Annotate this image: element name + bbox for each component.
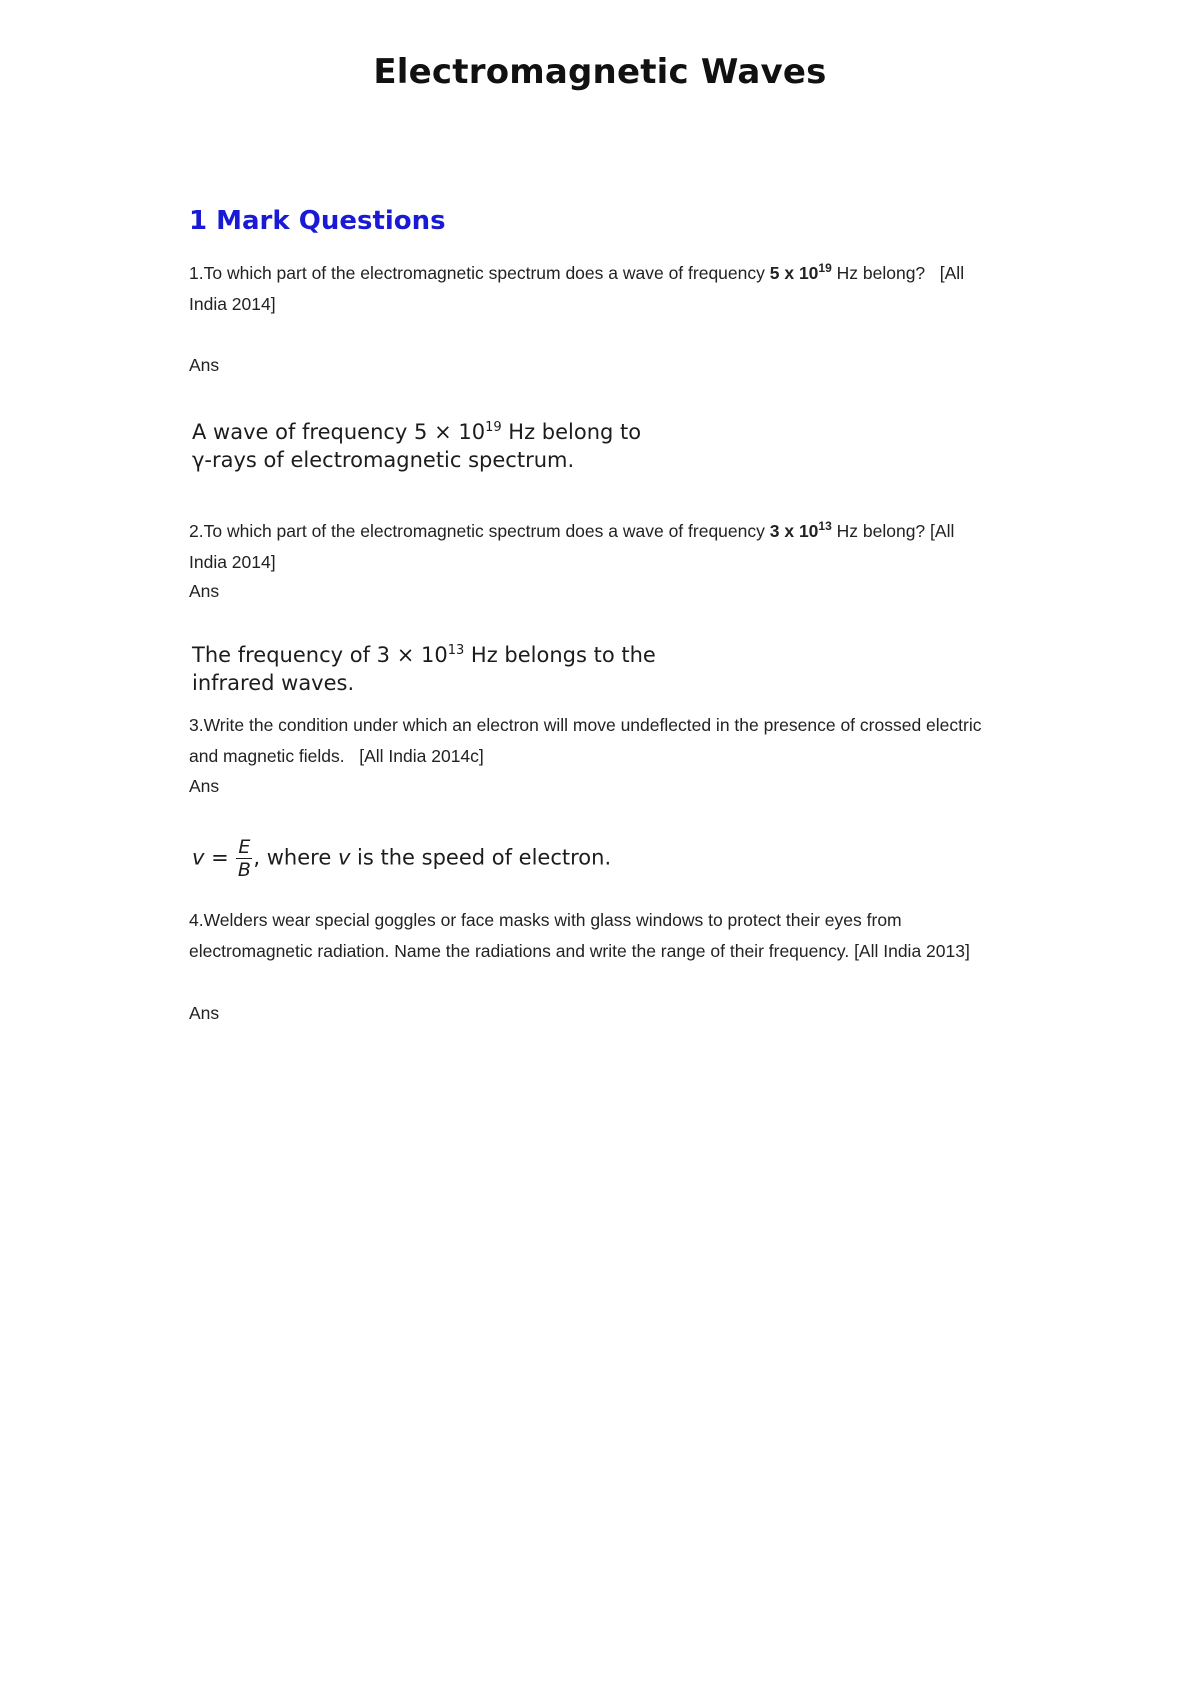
question-text: Write the condition under which an electron will move undeflected in the presence of crossed electric and magnetic fields. [189,715,982,766]
question-number: 4. [189,910,204,930]
question-text-end: Hz belong? [831,263,926,283]
question-1 [189,258,989,319]
frequency-exponent: 19 [818,261,832,276]
fraction-denominator: B [237,859,251,881]
document-title: Electromagnetic Waves [373,52,827,92]
answer-text: The frequency of 3 × 10 [192,643,448,667]
answer-line-1 [192,641,812,669]
question-text: To which part of the electromagnetic spectrum does a wave of frequency [203,263,770,283]
answer-line-2: γ-rays of electromagnetic spectrum. [192,448,575,472]
answer-label-2: Ans [189,581,220,601]
answer-label-3: Ans [189,776,220,796]
answer-variable: v [337,845,351,870]
question-source: [All India 2014] [189,521,955,572]
answer-exponent: 13 [447,643,465,658]
question-number: 2. [189,521,204,541]
frequency-exponent: 13 [818,519,832,534]
fraction [236,836,252,881]
answer-2 [192,641,812,697]
frequency-value: 5 x 10 [769,263,819,283]
question-source: [All India 2014] [189,263,965,314]
question-2 [189,516,989,577]
answer-label-4: Ans [189,1003,220,1023]
question-text: Welders wear special goggles or face masks with glass windows to protect their eyes from electromagnetic radiation. Name the radiations and write the range of their frequency. [189,910,902,961]
question-number: 3. [189,715,204,735]
answer-line-1 [192,418,812,446]
answer-text-end: is the speed of electron. [350,845,612,870]
answer-text: , where [253,845,338,870]
question-source: [All India 2014c] [359,745,484,766]
answer-label-1: Ans [189,355,220,375]
section-heading: 1 Mark Questions [189,206,446,236]
formula-lhs: v = [192,845,229,870]
question-4 [189,905,989,966]
answer-text-end: Hz belongs to the [464,643,656,667]
question-number: 1. [189,263,204,283]
answer-text: A wave of frequency 5 × 10 [192,420,486,444]
answer-line-2: infrared waves. [192,671,355,695]
question-text-end: Hz belong? [831,521,926,541]
answer-exponent: 19 [485,420,502,435]
answer-text-end: Hz belong to [501,420,642,444]
frequency-value: 3 x 10 [769,521,819,541]
answer-3 [192,836,812,881]
question-3 [189,710,989,771]
answer-1 [192,418,812,474]
question-text: To which part of the electromagnetic spectrum does a wave of frequency [203,521,770,541]
question-source: [All India 2013] [854,940,970,961]
fraction-numerator: E [238,836,251,858]
